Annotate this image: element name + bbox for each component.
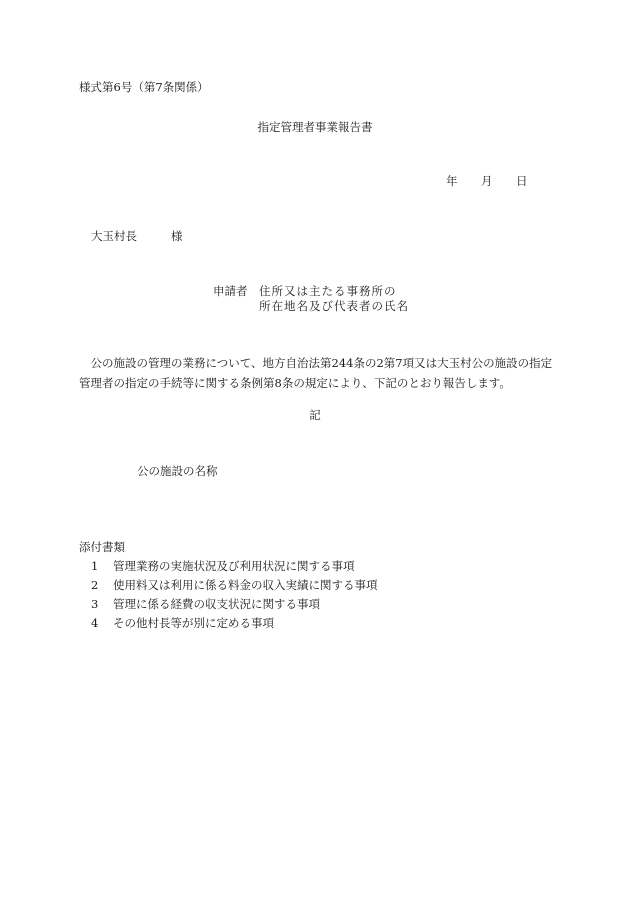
- addressee-honorific: 様: [171, 229, 183, 243]
- date-year-label: 年: [446, 174, 458, 188]
- list-item-text: 管理業務の実施状況及び利用状況に関する事項: [113, 559, 355, 573]
- list-item: [91, 618, 378, 637]
- body-paragraph: [79, 353, 559, 393]
- list-item-number: 1: [91, 559, 99, 573]
- ki-heading: 記: [309, 408, 321, 422]
- form-number: 様式第6号（第7条関係）: [79, 80, 209, 94]
- body-line-1: 公の施設の管理の業務について、地方自治法第244条の2第7項又は大玉村公の施設の指定: [79, 356, 553, 370]
- body-line-2: 管理者の指定の手続等に関する条例第8条の規定により、下記のとおり報告します。: [79, 376, 511, 390]
- list-item-number: 4: [91, 616, 99, 630]
- addressee: [91, 231, 183, 243]
- list-item-text: 使用料又は利用に係る料金の収入実績に関する事項: [113, 578, 378, 592]
- date-line: [0, 176, 630, 190]
- list-item-number: 2: [91, 578, 99, 592]
- list-item-text: その他村長等が別に定める事項: [113, 616, 274, 630]
- list-item-number: 3: [91, 597, 99, 611]
- addressee-name: 大玉村長: [91, 229, 137, 243]
- document-title: 指定管理者事業報告書: [257, 120, 373, 134]
- applicant-address-label: 住所又は主たる事務所の: [259, 284, 397, 298]
- date-day-label: 日: [516, 174, 528, 188]
- applicant-label: 申請者: [213, 284, 248, 298]
- applicant-representative-label: 所在地名及び代表者の氏名: [259, 299, 409, 313]
- attachments-list: [91, 561, 378, 637]
- list-item-text: 管理に係る経費の収支状況に関する事項: [113, 597, 320, 611]
- attachments-heading: 添付書類: [79, 540, 125, 554]
- date-month-label: 月: [481, 174, 493, 188]
- facility-name-label: 公の施設の名称: [137, 464, 218, 478]
